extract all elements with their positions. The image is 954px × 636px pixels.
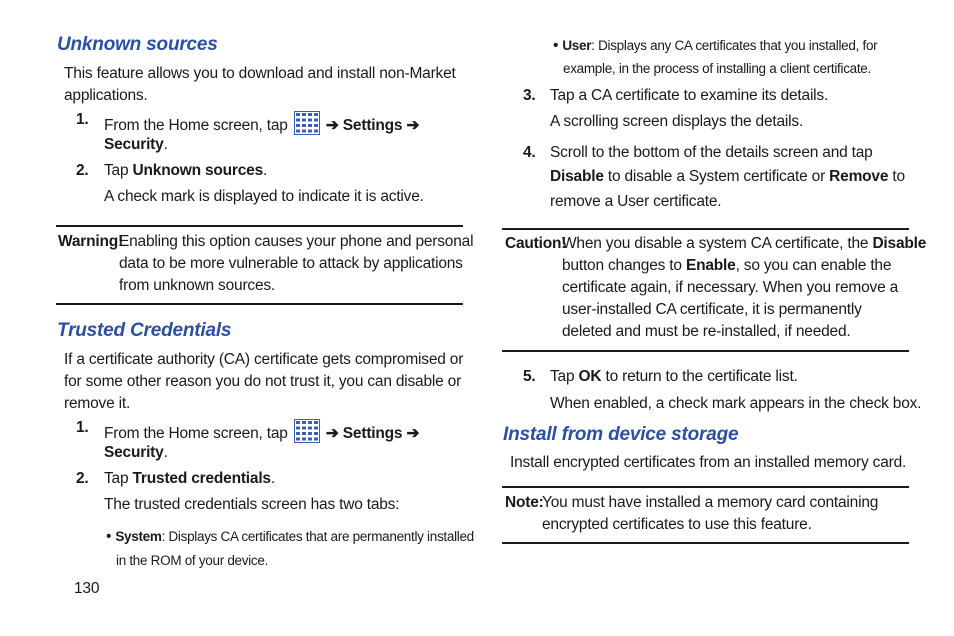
- user-text: : Displays any CA certificates that you installed, for: [591, 38, 878, 53]
- period: .: [263, 162, 268, 179]
- heading-trusted-credentials: Trusted Credentials: [57, 320, 232, 341]
- unknown-sources-label: Unknown sources: [132, 162, 264, 179]
- step-number: 5.: [523, 368, 536, 385]
- step-text: Tap: [550, 368, 575, 385]
- bullet-mark: •: [553, 37, 559, 54]
- divider: [56, 225, 463, 227]
- warning-line3: from unknown sources.: [119, 277, 276, 294]
- divider: [56, 303, 463, 305]
- heading-install-from-device-storage: Install from device storage: [503, 424, 739, 445]
- note-line2: encrypted certificates to use this feature.: [542, 516, 812, 533]
- warning-line2: data to be more vulnerable to attack by applications: [119, 255, 463, 272]
- security-label: Security: [104, 136, 164, 153]
- step-number: 1.: [76, 111, 89, 128]
- apps-grid-icon: [294, 111, 320, 140]
- heading-unknown-sources: Unknown sources: [57, 34, 218, 55]
- unknown-intro-line2: applications.: [64, 87, 148, 104]
- user-bullet: [553, 37, 877, 55]
- system-text-cont: in the ROM of your device.: [116, 553, 269, 568]
- step-text: From the Home screen, tap: [104, 117, 288, 134]
- step-number: 2.: [76, 162, 89, 179]
- step3-text: Tap a CA certificate to examine its details.: [550, 87, 829, 104]
- caution-text: When you disable a system CA certificate, the: [562, 235, 869, 252]
- unknown-intro-line1: This feature allows you to download and install non-Market: [64, 65, 456, 82]
- warning-label: Warning!: [58, 233, 123, 250]
- trusted-intro-line2: for some other reason you do not trust it, you can disable or: [64, 373, 462, 390]
- divider: [502, 350, 909, 352]
- step-number: 4.: [523, 144, 536, 161]
- trusted-step1-cont: [104, 444, 168, 462]
- system-label: System: [115, 529, 162, 544]
- system-bullet: [106, 528, 474, 546]
- page-number: 130: [74, 580, 100, 597]
- trusted-step2-note: The trusted credentials screen has two tabs:: [104, 496, 400, 513]
- step-number: 3.: [523, 87, 536, 104]
- unknown-step1-cont: [104, 136, 168, 154]
- period: .: [270, 470, 275, 487]
- divider: [502, 486, 909, 488]
- remove-label: Remove: [829, 168, 889, 185]
- divider: [502, 228, 909, 230]
- caution-text: button changes to: [562, 257, 682, 274]
- note-label: Note:: [505, 494, 544, 511]
- arrow-right-icon: ➔: [406, 425, 420, 442]
- step-text: From the Home screen, tap: [104, 425, 288, 442]
- settings-label: Settings: [342, 117, 403, 134]
- caution-line4: user-installed CA certificate, it is permanently: [562, 301, 862, 318]
- trusted-intro-line1: If a certificate authority (CA) certificate gets compromised or: [64, 351, 464, 368]
- user-label: User: [562, 38, 592, 53]
- caution-line1: [562, 235, 926, 253]
- step4-end: to: [892, 168, 905, 185]
- caution-line3: certificate again, if necessary. When you remove a: [562, 279, 899, 296]
- unknown-step2-note: A check mark is displayed to indicate it is active.: [104, 188, 424, 205]
- divider: [502, 542, 909, 544]
- period: .: [163, 136, 168, 153]
- note-line1: You must have installed a memory card containing: [542, 494, 879, 511]
- trusted-step2: [104, 470, 275, 488]
- step-text: Tap: [104, 162, 129, 179]
- step4-line1: Scroll to the bottom of the details screen and tap: [550, 144, 873, 161]
- step-text: Tap: [104, 470, 129, 487]
- user-text-cont: example, in the process of installing a client certificate.: [563, 61, 871, 76]
- caution-label: Caution!: [505, 235, 567, 252]
- step5-note: When enabled, a check mark appears in the check box.: [550, 395, 922, 412]
- system-text: : Displays CA certificates that are permanently installed: [161, 529, 474, 544]
- install-text: Install encrypted certificates from an installed memory card.: [510, 454, 907, 471]
- step5-text: [550, 368, 798, 386]
- ok-label: OK: [578, 368, 602, 385]
- enable-label: Enable: [685, 257, 736, 274]
- step4-line2: [550, 168, 905, 186]
- security-label: Security: [104, 444, 164, 461]
- settings-label: Settings: [342, 425, 403, 442]
- disable-label: Disable: [872, 235, 927, 252]
- trusted-intro-line3: remove it.: [64, 395, 131, 412]
- step3-note: A scrolling screen displays the details.: [550, 113, 804, 130]
- step-number: 2.: [76, 470, 89, 487]
- arrow-right-icon: ➔: [325, 117, 339, 134]
- step4-mid: to disable a System certificate or: [607, 168, 826, 185]
- warning-line1: Enabling this option causes your phone and personal: [119, 233, 474, 250]
- trusted-credentials-label: Trusted credentials: [132, 470, 271, 487]
- step-text: to return to the certificate list.: [605, 368, 798, 385]
- caution-line5: deleted and must be re-installed, if needed.: [562, 323, 851, 340]
- unknown-step2: [104, 162, 267, 180]
- disable-label: Disable: [550, 168, 604, 185]
- bullet-mark: •: [106, 528, 112, 545]
- apps-grid-icon: [294, 419, 320, 448]
- arrow-right-icon: ➔: [406, 117, 420, 134]
- arrow-right-icon: ➔: [325, 425, 339, 442]
- caution-line2: [562, 257, 891, 275]
- period: .: [163, 444, 168, 461]
- step4-line3: remove a User certificate.: [550, 193, 722, 210]
- caution-text: , so you can enable the: [735, 257, 892, 274]
- step-number: 1.: [76, 419, 89, 436]
